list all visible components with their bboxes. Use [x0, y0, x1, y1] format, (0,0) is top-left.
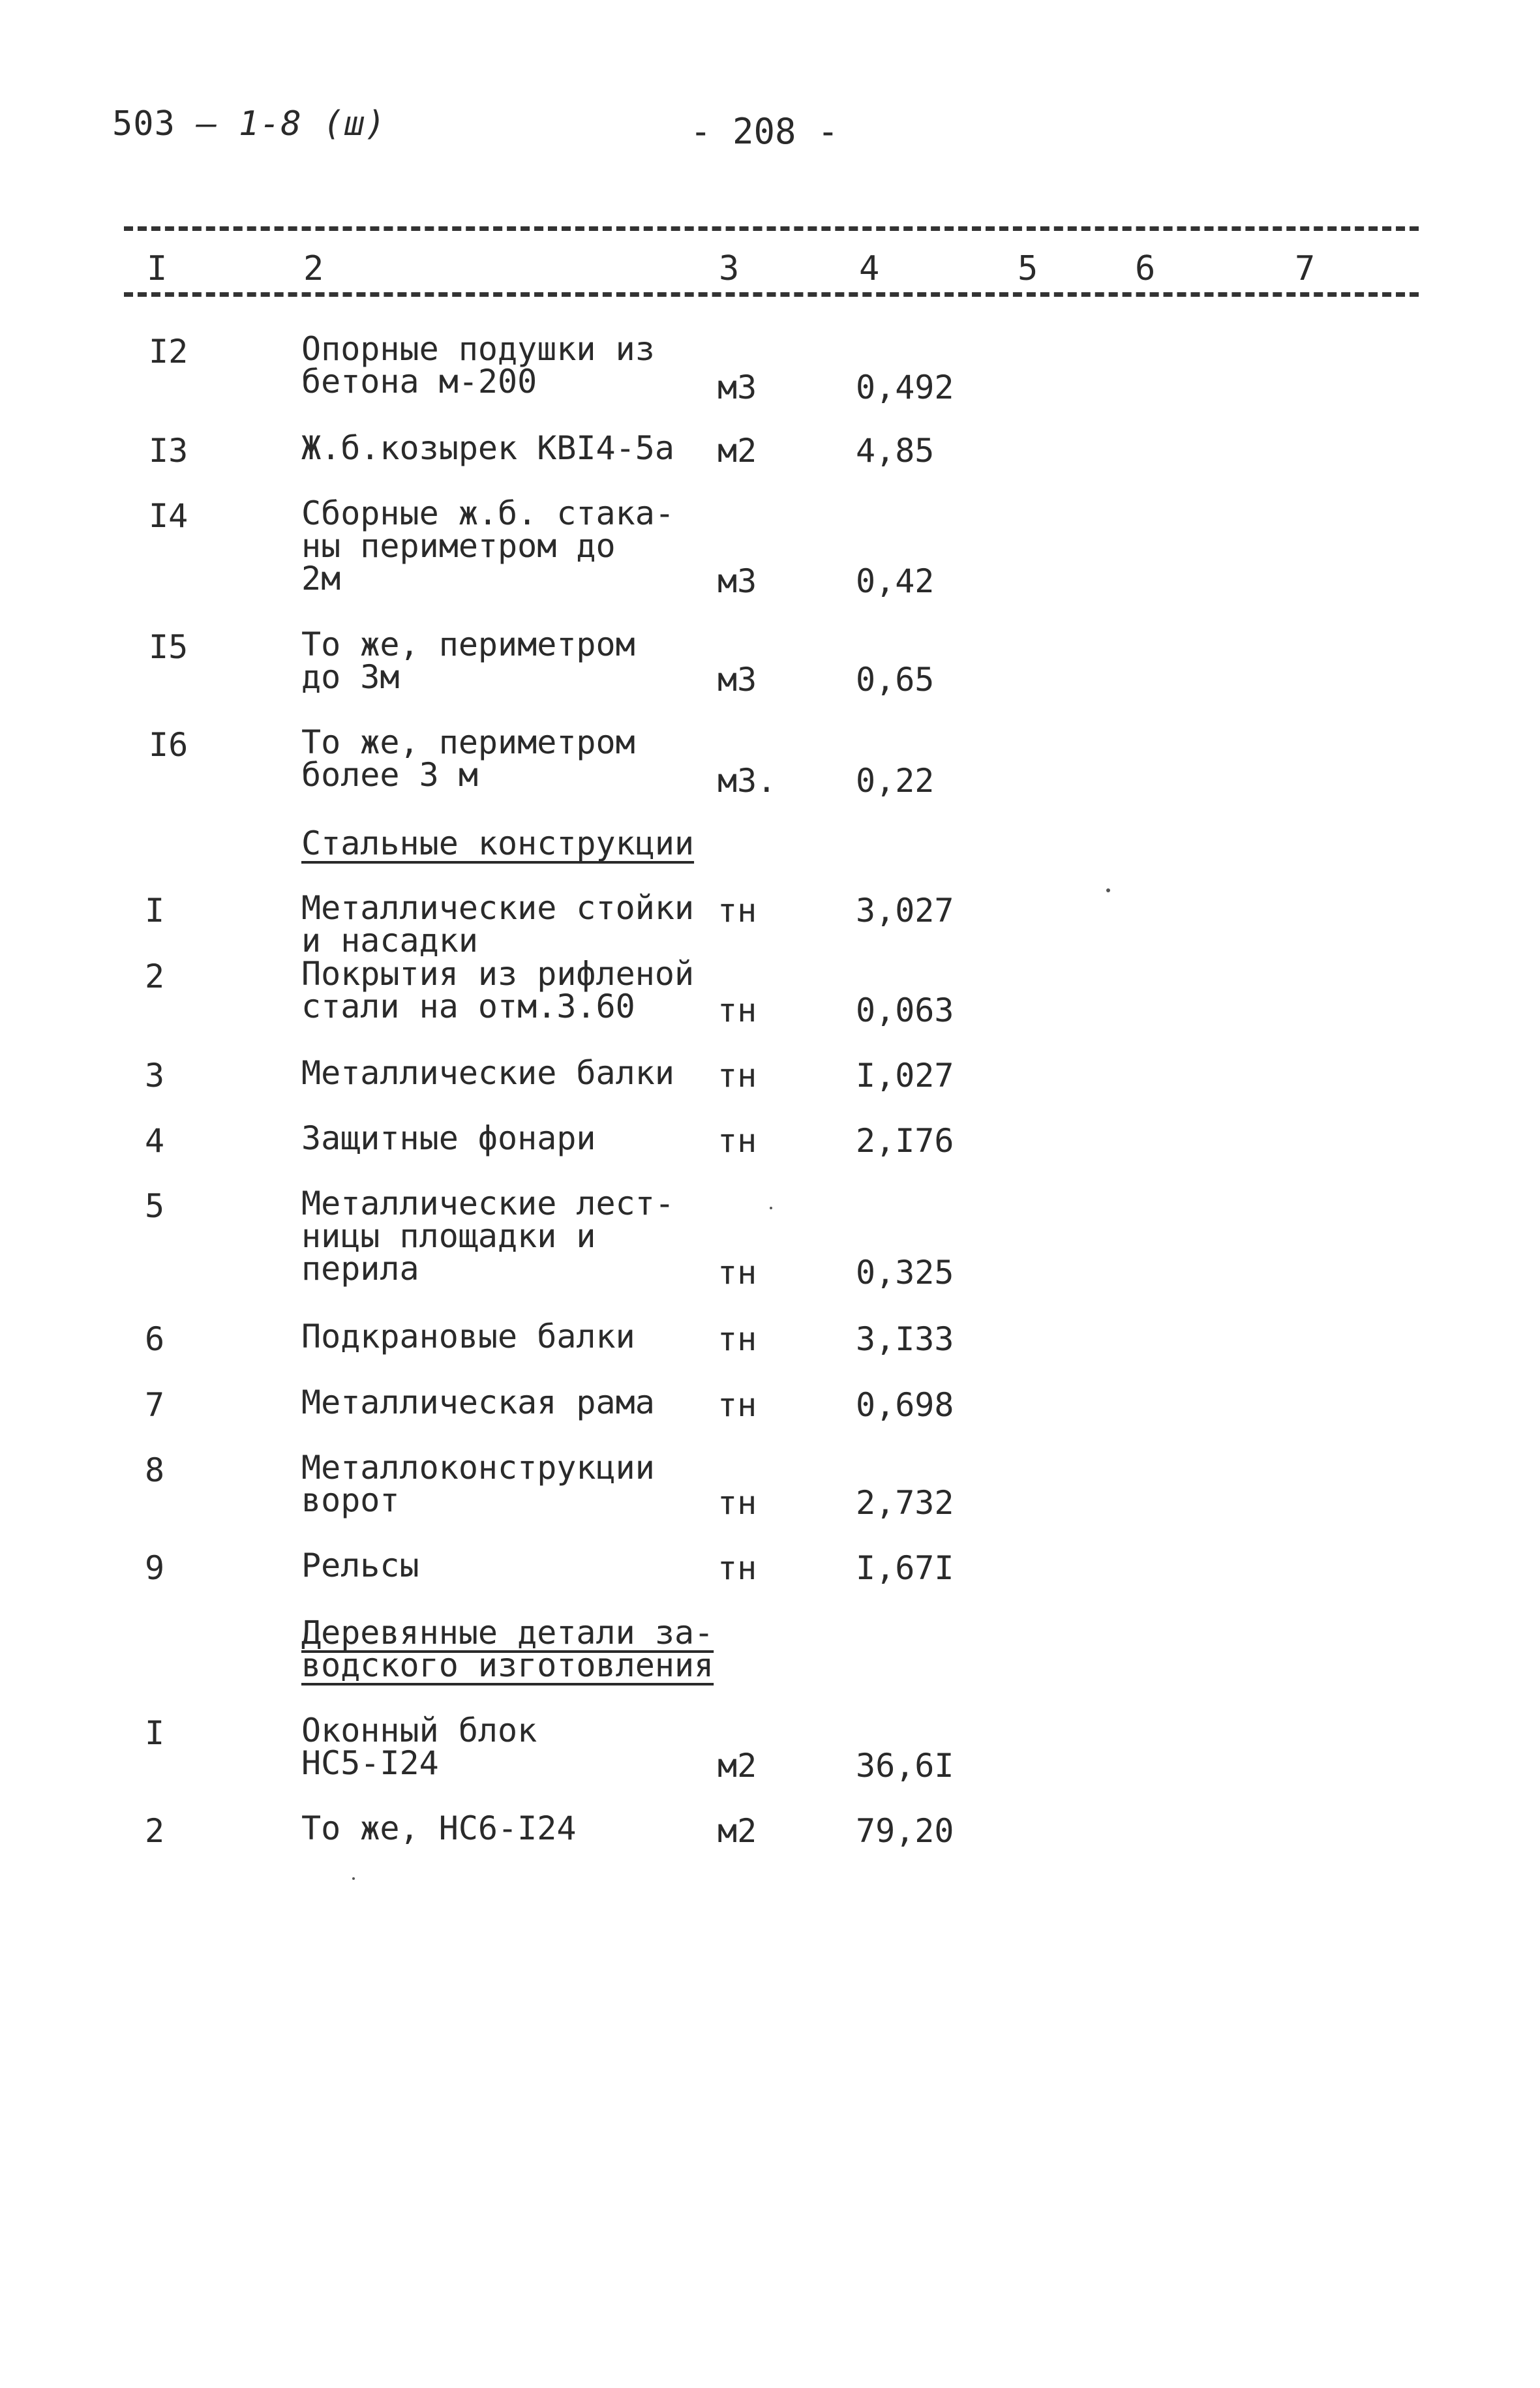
row-name: Покрытия из рифленой стали на отм.3.60: [301, 955, 695, 1025]
row-name: Металлоконструкции ворот: [301, 1449, 655, 1519]
row-number: 4: [145, 1122, 165, 1160]
row-name: Ж.б.козырек КВI4-5а: [301, 429, 674, 467]
column-header-3: 3: [719, 249, 740, 288]
row-quantity: 0,42: [856, 562, 935, 600]
row-unit: м3: [717, 661, 757, 699]
row-number: I: [145, 1714, 165, 1752]
column-header-5: 5: [1018, 249, 1038, 288]
table-top-rule: [124, 226, 1419, 231]
row-quantity: 0,063: [856, 991, 954, 1029]
row-unit: тн: [717, 1320, 757, 1358]
page-number: - 208 -: [690, 111, 839, 152]
section-title-wood: Деревянные детали за- водского изготовления: [301, 1614, 714, 1684]
row-name: То же, периметром до 3м: [301, 626, 635, 696]
row-unit: м2: [717, 1747, 757, 1785]
row-name: Рельсы: [301, 1547, 419, 1584]
row-quantity: 0,22: [856, 762, 935, 800]
scan-speck: [1106, 888, 1110, 892]
row-name: Подкрановые балки: [301, 1318, 635, 1355]
column-header-4: 4: [859, 249, 880, 288]
row-name: Сборные ж.б. стака- ны периметром до 2м: [301, 494, 674, 597]
document-code-printed: 503: [112, 104, 175, 144]
row-unit: тн: [717, 1484, 757, 1522]
row-name: То же, НС6-I24: [301, 1809, 577, 1847]
table-header-rule: [124, 292, 1419, 297]
row-quantity: 3,I33: [856, 1320, 954, 1358]
row-quantity: 0,325: [856, 1254, 954, 1292]
row-number: 2: [145, 1812, 165, 1850]
document-code-handwritten: – 1-8 (ш): [196, 104, 386, 144]
row-number: I6: [149, 726, 189, 764]
row-quantity: 79,20: [856, 1812, 954, 1850]
row-unit: тн: [717, 1057, 757, 1095]
row-quantity: 0,65: [856, 661, 935, 699]
row-number: 8: [145, 1451, 165, 1489]
row-quantity: 0,698: [856, 1386, 954, 1424]
row-number: 2: [145, 958, 165, 995]
row-quantity: 36,6I: [856, 1747, 954, 1785]
row-number: I: [145, 892, 165, 930]
row-unit: тн: [717, 991, 757, 1029]
row-number: 5: [145, 1187, 165, 1225]
row-unit: м3.: [717, 762, 777, 800]
column-header-7: 7: [1295, 249, 1316, 288]
row-number: 9: [145, 1549, 165, 1587]
scan-speck: [352, 1877, 355, 1880]
row-unit: м2: [717, 1812, 757, 1850]
row-name: Оконный блок НС5-I24: [301, 1712, 537, 1782]
row-unit: м3: [717, 369, 757, 406]
row-number: I3: [149, 432, 189, 470]
row-number: 7: [145, 1386, 165, 1424]
document-code: [112, 104, 386, 144]
row-name: Металлические лест- ницы площадки и перила: [301, 1185, 674, 1288]
row-unit: тн: [717, 1254, 757, 1292]
row-quantity: I,027: [856, 1057, 954, 1095]
scan-speck: [770, 1207, 772, 1209]
column-header-6: 6: [1135, 249, 1156, 288]
row-unit: тн: [717, 892, 757, 930]
row-quantity: I,67I: [856, 1549, 954, 1587]
row-quantity: 2,I76: [856, 1122, 954, 1160]
row-unit: м2: [717, 432, 757, 470]
row-number: I2: [149, 333, 189, 370]
row-name: Металлическая рама: [301, 1383, 655, 1421]
row-name: То же, периметром более 3 м: [301, 723, 635, 794]
row-unit: тн: [717, 1549, 757, 1587]
section-title-steel: Стальные конструкции: [301, 824, 695, 862]
row-name: Металлические стойки и насадки: [301, 889, 695, 960]
row-name: Металлические балки: [301, 1054, 674, 1092]
row-number: 3: [145, 1057, 165, 1095]
row-name: Опорные подушки из бетона м-200: [301, 330, 655, 401]
row-quantity: 3,027: [856, 892, 954, 930]
column-header-1: I: [147, 249, 168, 288]
row-quantity: 2,732: [856, 1484, 954, 1522]
row-unit: тн: [717, 1122, 757, 1160]
row-number: 6: [145, 1320, 165, 1358]
row-number: I4: [149, 497, 189, 535]
row-unit: м3: [717, 562, 757, 600]
row-unit: тн: [717, 1386, 757, 1424]
column-header-2: 2: [303, 249, 324, 288]
row-quantity: 4,85: [856, 432, 935, 470]
row-number: I5: [149, 628, 189, 666]
row-quantity: 0,492: [856, 369, 954, 406]
row-name: Защитные фонари: [301, 1119, 596, 1157]
